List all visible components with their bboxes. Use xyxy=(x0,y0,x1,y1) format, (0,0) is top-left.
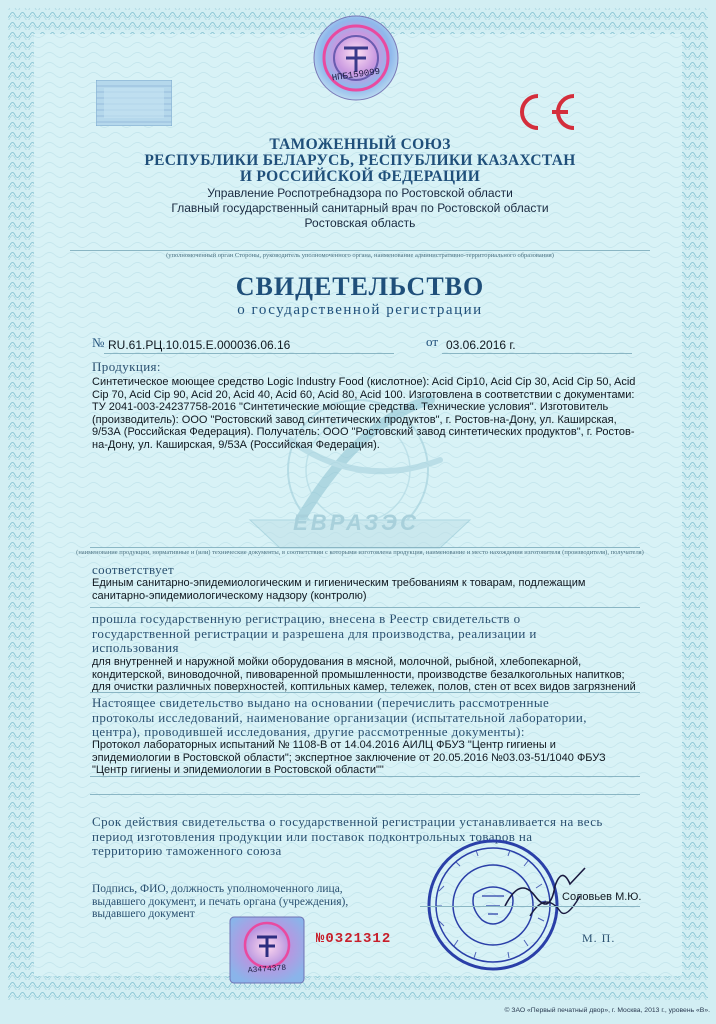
registration-line: прошла государственную регистрацию, внесена в Реестр свидетельств о xyxy=(92,611,521,626)
divider xyxy=(104,353,394,354)
divider xyxy=(90,547,640,548)
header-line-1: ТАМОЖЕННЫЙ СОЮЗ xyxy=(269,136,451,153)
product-line: (производитель): ООО "Ростовский завод синтетических продуктов", г. Ростов-на-Дону, ул. Каширская, xyxy=(92,413,617,426)
divider xyxy=(442,353,632,354)
certificate-date: 03.06.2016 г. xyxy=(446,338,516,352)
validity-line: период изготовления продукции или поставок подконтрольных товаров на xyxy=(92,828,533,844)
validity-line: Срок действия свидетельства о государственной регистрации устанавливается на весь xyxy=(92,814,603,829)
registration-line: использования xyxy=(92,640,179,655)
number-prefix: № xyxy=(92,335,105,350)
validity-statement xyxy=(92,815,652,859)
product-description xyxy=(92,376,652,452)
authority-line-3: Ростовская область xyxy=(304,216,416,230)
top-hologram-code: НПБ159099 xyxy=(331,66,381,84)
product-line: Синтетическое моющее средство Logic Industry Food (кислотное): Acid Cip10, Acid Cip 30, Acid Cip 50, Acid xyxy=(92,376,636,388)
product-label: Продукция: xyxy=(92,359,161,374)
product-line: 9/53А (Российская Федерация). Получатель: ООО "Ростовский завод синтетических продуктов", г. Ростов- xyxy=(92,426,635,439)
header-line-2: РЕСПУБЛИКИ БЕЛАРУСЬ, РЕСПУБЛИКИ КАЗАХСТАН xyxy=(144,152,576,169)
authority-line-2: Главный государственный санитарный врач по Ростовской области xyxy=(171,201,549,215)
signature-caption-line: выдавшего документ, и печать органа (учреждения), xyxy=(92,895,349,908)
validity-line: территорию таможенного союза xyxy=(92,843,282,858)
serial-prefix: № xyxy=(316,931,326,947)
signature-caption xyxy=(92,883,348,921)
divider xyxy=(420,906,640,907)
document-subtitle: о государственной регистрации xyxy=(237,302,483,318)
signature-caption-line: Подпись, ФИО, должность уполномоченного лица, xyxy=(92,883,343,895)
product-line: ТУ 2041-003-24237758-2016 "Синтетические моющие средства. Технические условия". Изготовитель xyxy=(92,401,609,414)
basis-line: протоколы исследований, наименование организации (испытательной лаборатории, xyxy=(92,709,587,725)
header-line-3: И РОССИЙСКОЙ ФЕДЕРАЦИИ xyxy=(239,168,481,185)
divider xyxy=(70,250,650,251)
top-hologram-icon xyxy=(306,14,406,102)
basis-statement xyxy=(92,696,652,740)
divider xyxy=(90,794,640,795)
conformity-line: Единым санитарно-эпидемиологическим и гигиеническим требованиям к товарам, подлежащим xyxy=(92,577,586,589)
bottom-hologram-code: А3474378 xyxy=(247,963,287,976)
date-prefix: от xyxy=(426,334,439,349)
serial-value: 0321312 xyxy=(325,931,392,947)
authority-caption: (уполномоченный орган Стороны, руководитель уполномоченного органа, наименование административно-территориального образования) xyxy=(166,252,554,259)
eurasec-watermark-text: ЕВРАЗЭС xyxy=(293,510,419,535)
product-line: на-Дону, ул. Каширская, 9/53А (Российская Федерация). xyxy=(92,438,380,451)
usage-line: для внутренней и наружной мойки оборудования в мясной, молочной, рыбной, хлебопекарной, xyxy=(92,656,582,668)
registration-line: государственной регистрации и разрешена для производства, реализации и xyxy=(92,625,537,641)
printer-imprint: © ЗАО «Первый печатный двор», г. Москва, 2013 г., уровень «В». xyxy=(504,1007,710,1014)
basis-line: Настоящее свидетельство выдано на основании (перечислить рассмотренные xyxy=(92,695,550,710)
usage-line: для очистки различных поверхностей, коптильных камер, тележек, полов, стен от всех видов загрязнений xyxy=(92,681,636,694)
authority-line-1: Управление Роспотребнадзора по Ростовской области xyxy=(207,186,513,200)
protocol-line: эпидемиологии в Ростовской области"; экспертное заключение от 20.05.2016 №03.03-51/1040 ФБУЗ xyxy=(92,751,606,764)
seal-place-label: М. П. xyxy=(582,931,616,945)
conformity-mark-icon xyxy=(508,88,588,136)
registration-statement xyxy=(92,612,652,656)
conformity-line: санитарно-эпидемиологическому надзору (контролю) xyxy=(92,589,367,602)
certificate-number: RU.61.РЦ.10.015.Е.000036.06.16 xyxy=(108,338,291,352)
product-caption: (наименование продукции, нормативные и (или) технические документы, в соответствии с которыми изготовлена продукция, наименование и место нахождения изготовителя (производителя), получателя) xyxy=(76,549,644,556)
hologram-strip-icon xyxy=(96,80,172,126)
divider xyxy=(90,692,640,693)
document-title: СВИДЕТЕЛЬСТВО xyxy=(235,272,485,301)
conformity-label: соответствует xyxy=(92,562,175,577)
protocol-line: Протокол лабораторных испытаний № 1108-В от 14.04.2016 АИЛЦ ФБУЗ "Центр гигиены и xyxy=(92,739,556,751)
conformity-text xyxy=(92,577,652,602)
serial-number xyxy=(316,931,391,947)
signatory-name: Соловьев М.Ю. xyxy=(562,891,642,903)
usage-line: кондитерской, виноводочной, пивоваренной промышленности, производстве безалкогольных напитков; xyxy=(92,668,625,681)
usage-text xyxy=(92,656,652,694)
basis-line: центра), проводившей исследования, другие рассмотренные документы): xyxy=(92,724,525,739)
protocol-text xyxy=(92,739,652,777)
protocol-line: "Центр гигиены и эпидемиологии в Ростовской области"" xyxy=(92,764,384,777)
divider xyxy=(90,607,640,608)
divider xyxy=(90,776,640,777)
signature-caption-line: выдавшего документ xyxy=(92,908,195,920)
product-line: Cip 70, Acid Cip 90, Acid 20, Acid 40, Acid 60, Acid 80, Acid 100. Изготовлена в соответствии с документами: xyxy=(92,388,635,401)
